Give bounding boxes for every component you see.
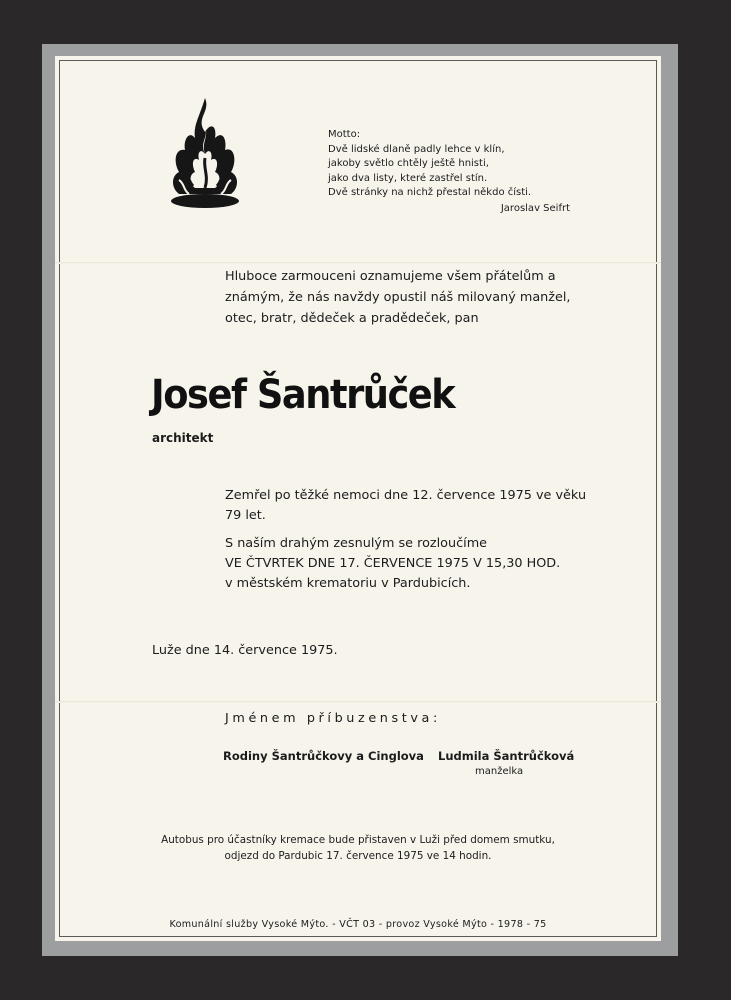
bus-notice-line: Autobus pro účastníky kremace bude přistaven v Luži před domem smutku, — [161, 834, 555, 846]
place-date: Luže dne 14. července 1975. — [152, 643, 338, 658]
signatory-families: Rodiny Šantrůčkovy a Cinglova — [223, 749, 424, 763]
bus-notice — [55, 832, 661, 864]
death-line: 79 let. — [225, 508, 266, 523]
motto-heading: Motto: — [328, 129, 361, 140]
motto-line: Dvě stránky na nichž přestal někdo čísti. — [328, 187, 532, 198]
fold-line — [55, 701, 661, 703]
bus-notice-line: odjezd do Pardubic 17. července 1975 ve 14 hodin. — [224, 850, 492, 862]
printer-footer: Komunální služby Vysoké Mýto. - VČT 03 - provoz Vysoké Mýto - 1978 - 75 — [169, 919, 547, 930]
motto-line: Dvě lidské dlaně padly lehce v klín, — [328, 143, 505, 155]
fold-line — [55, 262, 661, 264]
signatories-heading: Jménem příbuzenstva: — [225, 711, 441, 726]
signatory-widow: Ludmila Šantrůčková — [438, 749, 575, 763]
motto-block — [328, 128, 570, 216]
deceased-name: Josef Šantrůček — [151, 372, 455, 418]
funeral-line: VE ČTVRTEK DNE 17. ČERVENCE 1975 V 15,30 HOD. — [225, 556, 561, 571]
announcement-line: Hluboce zarmouceni oznamujeme všem přátelům a — [225, 269, 556, 284]
motto-author: Jaroslav Seifrt — [500, 202, 570, 214]
funeral-line: v městském krematoriu v Pardubicích. — [225, 576, 471, 591]
announcement-text — [225, 266, 573, 329]
obituary-card — [55, 56, 661, 941]
death-funeral-text — [225, 486, 586, 594]
funeral-line: S naším drahým zesnulým se rozloučíme — [225, 536, 488, 551]
announcement-line: otec, bratr, dědeček a pradědeček, pan — [225, 311, 479, 326]
deceased-occupation: architekt — [152, 431, 214, 445]
motto-line: jako dva listy, které zastřel stín. — [328, 172, 488, 184]
signatory-widow-role: manželka — [475, 766, 524, 777]
death-line: Zemřel po těžké nemoci dne 12. července 1975 ve věku — [225, 488, 587, 503]
motto-line: jakoby světlo chtěly ještě hnisti, — [328, 158, 489, 169]
flame-icon — [165, 96, 245, 212]
announcement-line: známým, že nás navždy opustil náš milovaný manžel, — [225, 290, 571, 305]
